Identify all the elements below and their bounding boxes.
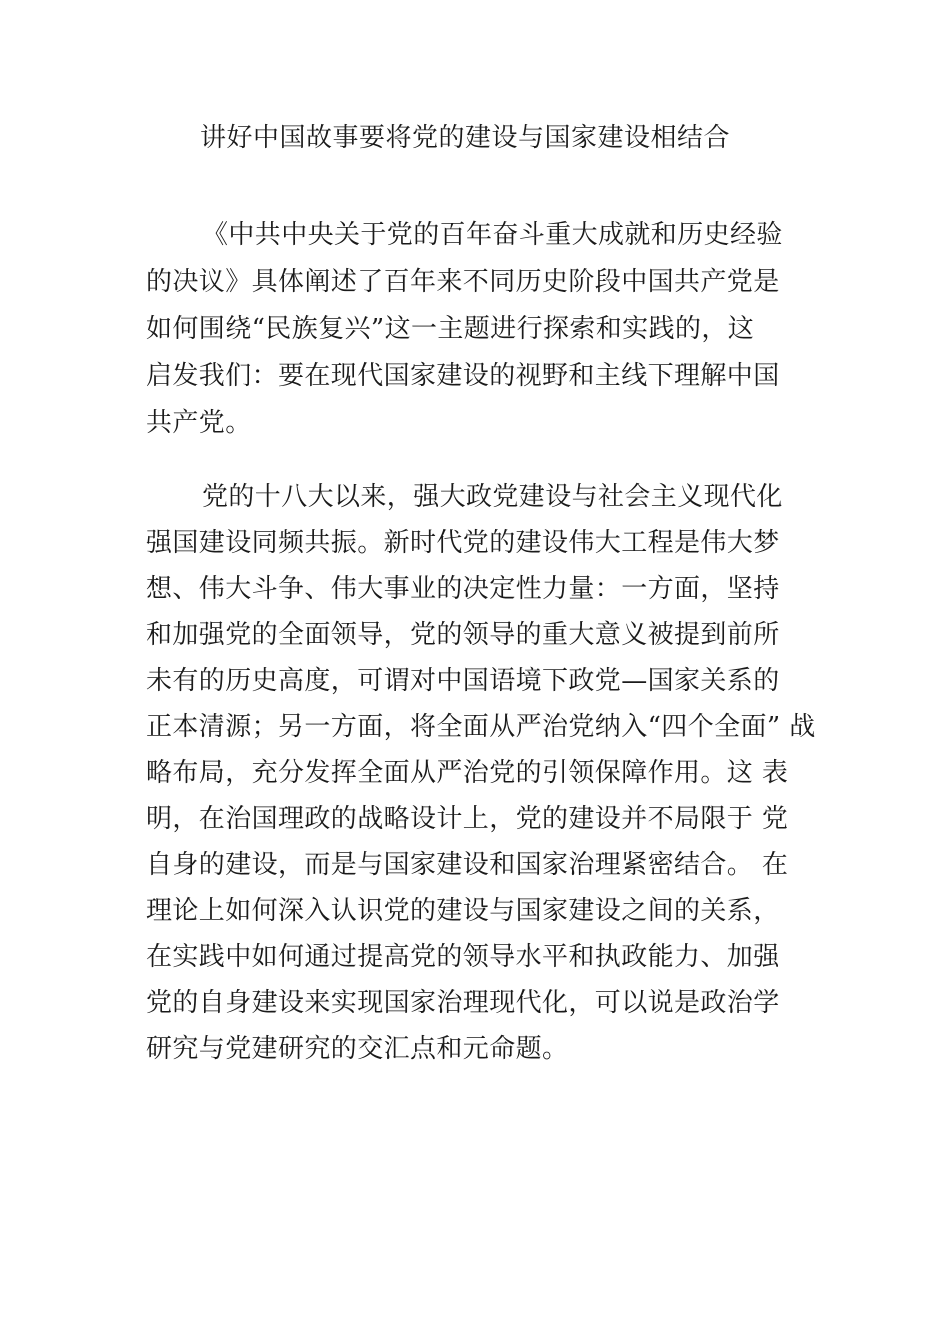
paragraph-line: 正本清源；另一方面，将全面从严治党纳入“四个全面” 战 <box>146 712 816 742</box>
paragraph-line: 和加强党的全面领导，党的领导的重大意义被提到前所 <box>146 620 780 650</box>
paragraph-1 <box>146 212 846 447</box>
paragraph-line: 启发我们：要在现代国家建设的视野和主线下理解中国 <box>146 361 780 391</box>
paragraph-line: 强国建设同频共振。新时代党的建设伟大工程是伟大梦 <box>146 528 780 558</box>
paragraph-2 <box>146 474 846 1072</box>
document-title: 讲好中国故事要将党的建设与国家建设相结合 <box>200 123 731 153</box>
paragraph-line: 共产党。 <box>146 408 252 438</box>
paragraph-line: 如何围绕“民族复兴”这一主题进行探索和实践的，这 <box>146 314 755 344</box>
paragraph-line: 党的自身建设来实现国家治理现代化，可以说是政治学 <box>146 988 780 1018</box>
paragraph-line: 想、伟大斗争、伟大事业的决定性力量：一方面，坚持 <box>146 574 780 604</box>
paragraph-line: 在实践中如何通过提高党的领导水平和执政能力、加强 <box>146 942 780 972</box>
paragraph-line: 理论上如何深入认识党的建设与国家建设之间的关系， <box>146 896 780 926</box>
paragraph-line: 明，在治国理政的战略设计上，党的建设并不局限于 党 <box>146 804 789 834</box>
paragraph-line: 未有的历史高度，可谓对中国语境下政党—国家关系的 <box>146 666 780 696</box>
paragraph-line: 略布局，充分发挥全面从严治党的引领保障作用。这 表 <box>146 758 789 788</box>
paragraph-line: 党的十八大以来，强大政党建设与社会主义现代化 <box>202 482 783 512</box>
paragraph-line: 的决议》具体阐述了百年来不同历史阶段中国共产党是 <box>146 267 780 297</box>
paragraph-line: 《中共中央关于党的百年奋斗重大成就和历史经验 <box>202 220 783 250</box>
paragraph-line: 自身的建设，而是与国家建设和国家治理紧密结合。 在 <box>146 850 789 880</box>
paragraph-line: 研究与党建研究的交汇点和元命题。 <box>146 1034 569 1064</box>
